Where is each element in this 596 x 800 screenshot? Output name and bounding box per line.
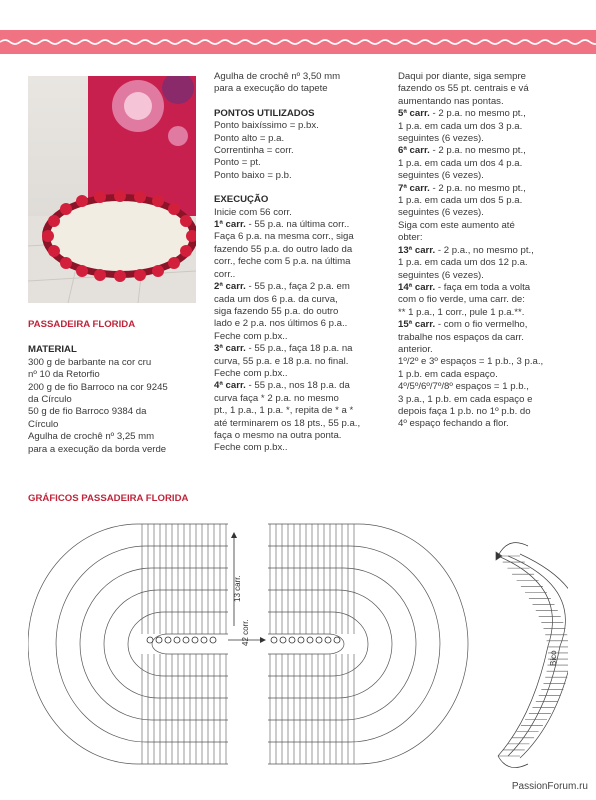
crochet-chart [28,516,568,776]
row-text: seguintes (6 vezes). [398,133,484,145]
row-text: seguintes (6 vezes). [398,170,484,182]
instruction-line [398,232,578,244]
row-text: - 55 p.a. na última corr.. [245,219,350,231]
row-text: siga fazendo 55 p.a. do outro [214,305,339,317]
row-text: seguintes (6 vezes). [398,207,484,219]
label-bico: Bico [549,650,558,666]
row-text: anterior. [398,343,433,355]
row-text: - faça em toda a volta [435,281,531,293]
row-text: - com o fio vermelho, [435,319,528,331]
material-line: 50 g de fio Barroco 9384 da [28,406,147,418]
row-text: aumentando nas pontas. [398,95,504,107]
execucao-line [214,207,390,219]
row-text: - 2 p.a. no mesmo pt., [429,145,526,157]
execucao-line [214,380,390,392]
instruction-line [398,294,578,306]
row-text: pt., 1 p.a., 1 p.a. *, repita de * a * [214,405,354,417]
row-text: corr., feche com 5 p.a. na última [214,256,351,268]
execucao-line [214,405,390,417]
material-line: Agulha de crochê nº 3,25 mm [28,431,155,443]
execucao-line [214,331,390,343]
material-line: 200 g de fio Barroco na cor 9245 [28,381,168,393]
needle-line-2: para a execução do tapete [214,83,328,95]
instruction-line [398,257,578,269]
execucao-line [214,318,390,330]
row-text: 1 p.b. em cada espaço. [398,368,498,380]
execucao-line [214,442,390,454]
label-13-carr: 13 carr. [233,575,242,602]
row-text: fazendo 55 p.a. do outro lado da [214,243,353,255]
instruction-line [398,96,578,108]
photo-illustration [28,76,196,303]
ponto-line: Ponto baixo = p.b. [214,169,292,181]
right-column [398,71,578,431]
execucao-line [214,269,390,281]
row-text: - 55 p.a., faça 2 p.a. em [245,281,350,293]
execucao-line [214,306,390,318]
material-heading: MATERIAL [28,344,77,356]
row-text: Daqui por diante, siga sempre [398,71,526,82]
instruction-line [398,83,578,95]
execucao-line [214,244,390,256]
row-text: 1 p.a. em cada um dos 12 p.a. [398,257,528,269]
decorative-banner [0,30,596,54]
row-text: depois faça 1 p.b. no 1º p.b. do [398,405,531,417]
instruction-line [398,381,578,393]
instruction-line [398,195,578,207]
instruction-line [398,183,578,195]
row-label: 13ª carr. [398,244,436,256]
execucao-line [214,219,390,231]
row-label: 15ª carr. [398,319,436,331]
execucao-line [214,231,390,243]
row-label: 3ª carr. [214,343,246,355]
graphics-title: GRÁFICOS PASSADEIRA FLORIDA [28,493,189,504]
execucao-heading: EXECUÇÃO [214,194,269,206]
instruction-line [398,319,578,331]
row-text: 1 p.a. em cada um dos 3 p.a. [398,120,523,132]
material-line: para a execução da borda verde [28,443,167,455]
row-label: 4ª carr. [214,380,246,392]
row-text: lado e 2 p.a. nos últimos 6 p.a.. [214,318,348,330]
row-text: Feche com p.bx.. [214,330,288,342]
row-text: 3 p.a., 1 p.b. em cada espaço e [398,393,533,405]
instruction-line [398,245,578,257]
instruction-line [398,108,578,120]
instruction-line [398,282,578,294]
row-text: trabalhe nos espaços da carr. [398,331,524,343]
instruction-line [398,133,578,145]
ponto-line: Ponto baixíssimo = p.bx. [214,120,319,132]
row-label: 1ª carr. [214,219,246,231]
rug-photo [28,76,196,303]
row-text: fazendo os 55 pt. centrais e vá [398,83,529,95]
row-text: 4º espaço fechando a flor. [398,418,509,430]
row-text: Siga com este aumento até [398,219,515,231]
material-list [28,357,198,456]
row-text: com o fio verde, uma carr. de: [398,294,525,306]
pontos-list [214,120,390,182]
row-text: 1 p.a. em cada um dos 5 p.a. [398,195,523,207]
instruction-line [398,145,578,157]
instruction-line [398,207,578,219]
row-text: faça o mesmo na outra ponta. [214,429,342,441]
row-text: Feche com p.bx.. [214,442,288,454]
instruction-line [398,356,578,368]
middle-column [214,71,390,455]
row-text: 1 p.a. em cada um dos 4 p.a. [398,157,523,169]
row-text: - 2 p.a. no mesmo pt., [429,182,526,194]
execucao-line [214,430,390,442]
row-text: Inicie com 56 corr. [214,206,292,218]
execucao-line [214,256,390,268]
execucao-line [214,294,390,306]
material-line: 300 g de barbante na cor cru [28,356,152,368]
row-text: corr.. [214,268,236,280]
execucao-line [214,356,390,368]
row-text: - 2 p.a., no mesmo pt., [435,244,534,256]
instruction-line [398,121,578,133]
ponto-line: Ponto = pt. [214,157,261,169]
row-text: 4º/5º/6º/7º/8º espaços = 1 p.b., [398,381,529,393]
execucao-line [214,393,390,405]
row-label: 14ª carr. [398,281,436,293]
material-line: Círculo [28,418,59,430]
execucao-line [214,343,390,355]
row-text: - 55 p.a., nos 18 p.a. da [245,380,350,392]
execucao-line [214,281,390,293]
row-label: 2ª carr. [214,281,246,293]
right-half-diagram [268,524,468,764]
instruction-line [398,270,578,282]
row-text: curva, 55 p.a. e 18 p.a. no final. [214,355,349,367]
pontos-heading: PONTOS UTILIZADOS [214,107,315,119]
row-text: Faça 6 p.a. na mesma corr., siga [214,231,354,243]
instruction-line [398,220,578,232]
row-label: 7ª carr. [398,182,430,194]
row-text: - 2 p.a. no mesmo pt., [429,108,526,120]
instruction-line [398,158,578,170]
instruction-line [398,332,578,344]
row-label: 6ª carr. [398,145,430,157]
instruction-line [398,344,578,356]
instruction-line [398,307,578,319]
instruction-line [398,71,578,83]
instruction-line [398,170,578,182]
left-half-diagram [28,524,228,764]
instruction-line [398,418,578,430]
execucao-list [214,207,390,455]
needle-line-1: Agulha de crochê nº 3,50 mm [214,71,341,82]
row-text: curva faça * 2 p.a. no mesmo [214,392,339,404]
instruction-line [398,369,578,381]
ponto-line: Correntinha = corr. [214,145,294,157]
instructions-list [398,71,578,431]
watermark: PassionForum.ru [511,781,588,792]
label-42-corr: 42 corr. [241,619,250,646]
wavy-line-icon [0,30,596,54]
project-title: PASSADEIRA FLORIDA [28,319,136,330]
row-text: seguintes (6 vezes). [398,269,484,281]
row-text: ** 1 p.a., 1 corr., pule 1 p.a.**. [398,306,525,318]
left-column [28,319,198,456]
row-text: cada um dos 6 p.a. da curva, [214,293,338,305]
material-line: nº 10 da Retorfio [28,369,100,381]
row-label: 5ª carr. [398,108,430,120]
row-text: 1º/2º e 3º espaços = 1 p.b., 3 p.a., [398,356,544,368]
row-text: obter: [398,232,423,244]
execucao-line [214,368,390,380]
row-text: até terminarem os 18 pts., 55 p.a., [214,417,361,429]
instruction-line [398,406,578,418]
ponto-line: Ponto alto = p.a. [214,132,285,144]
material-line: da Círculo [28,394,72,406]
execucao-line [214,418,390,430]
row-text: - 55 p.a., faça 18 p.a. na [245,343,353,355]
instruction-line [398,394,578,406]
row-text: Feche com p.bx.. [214,367,288,379]
